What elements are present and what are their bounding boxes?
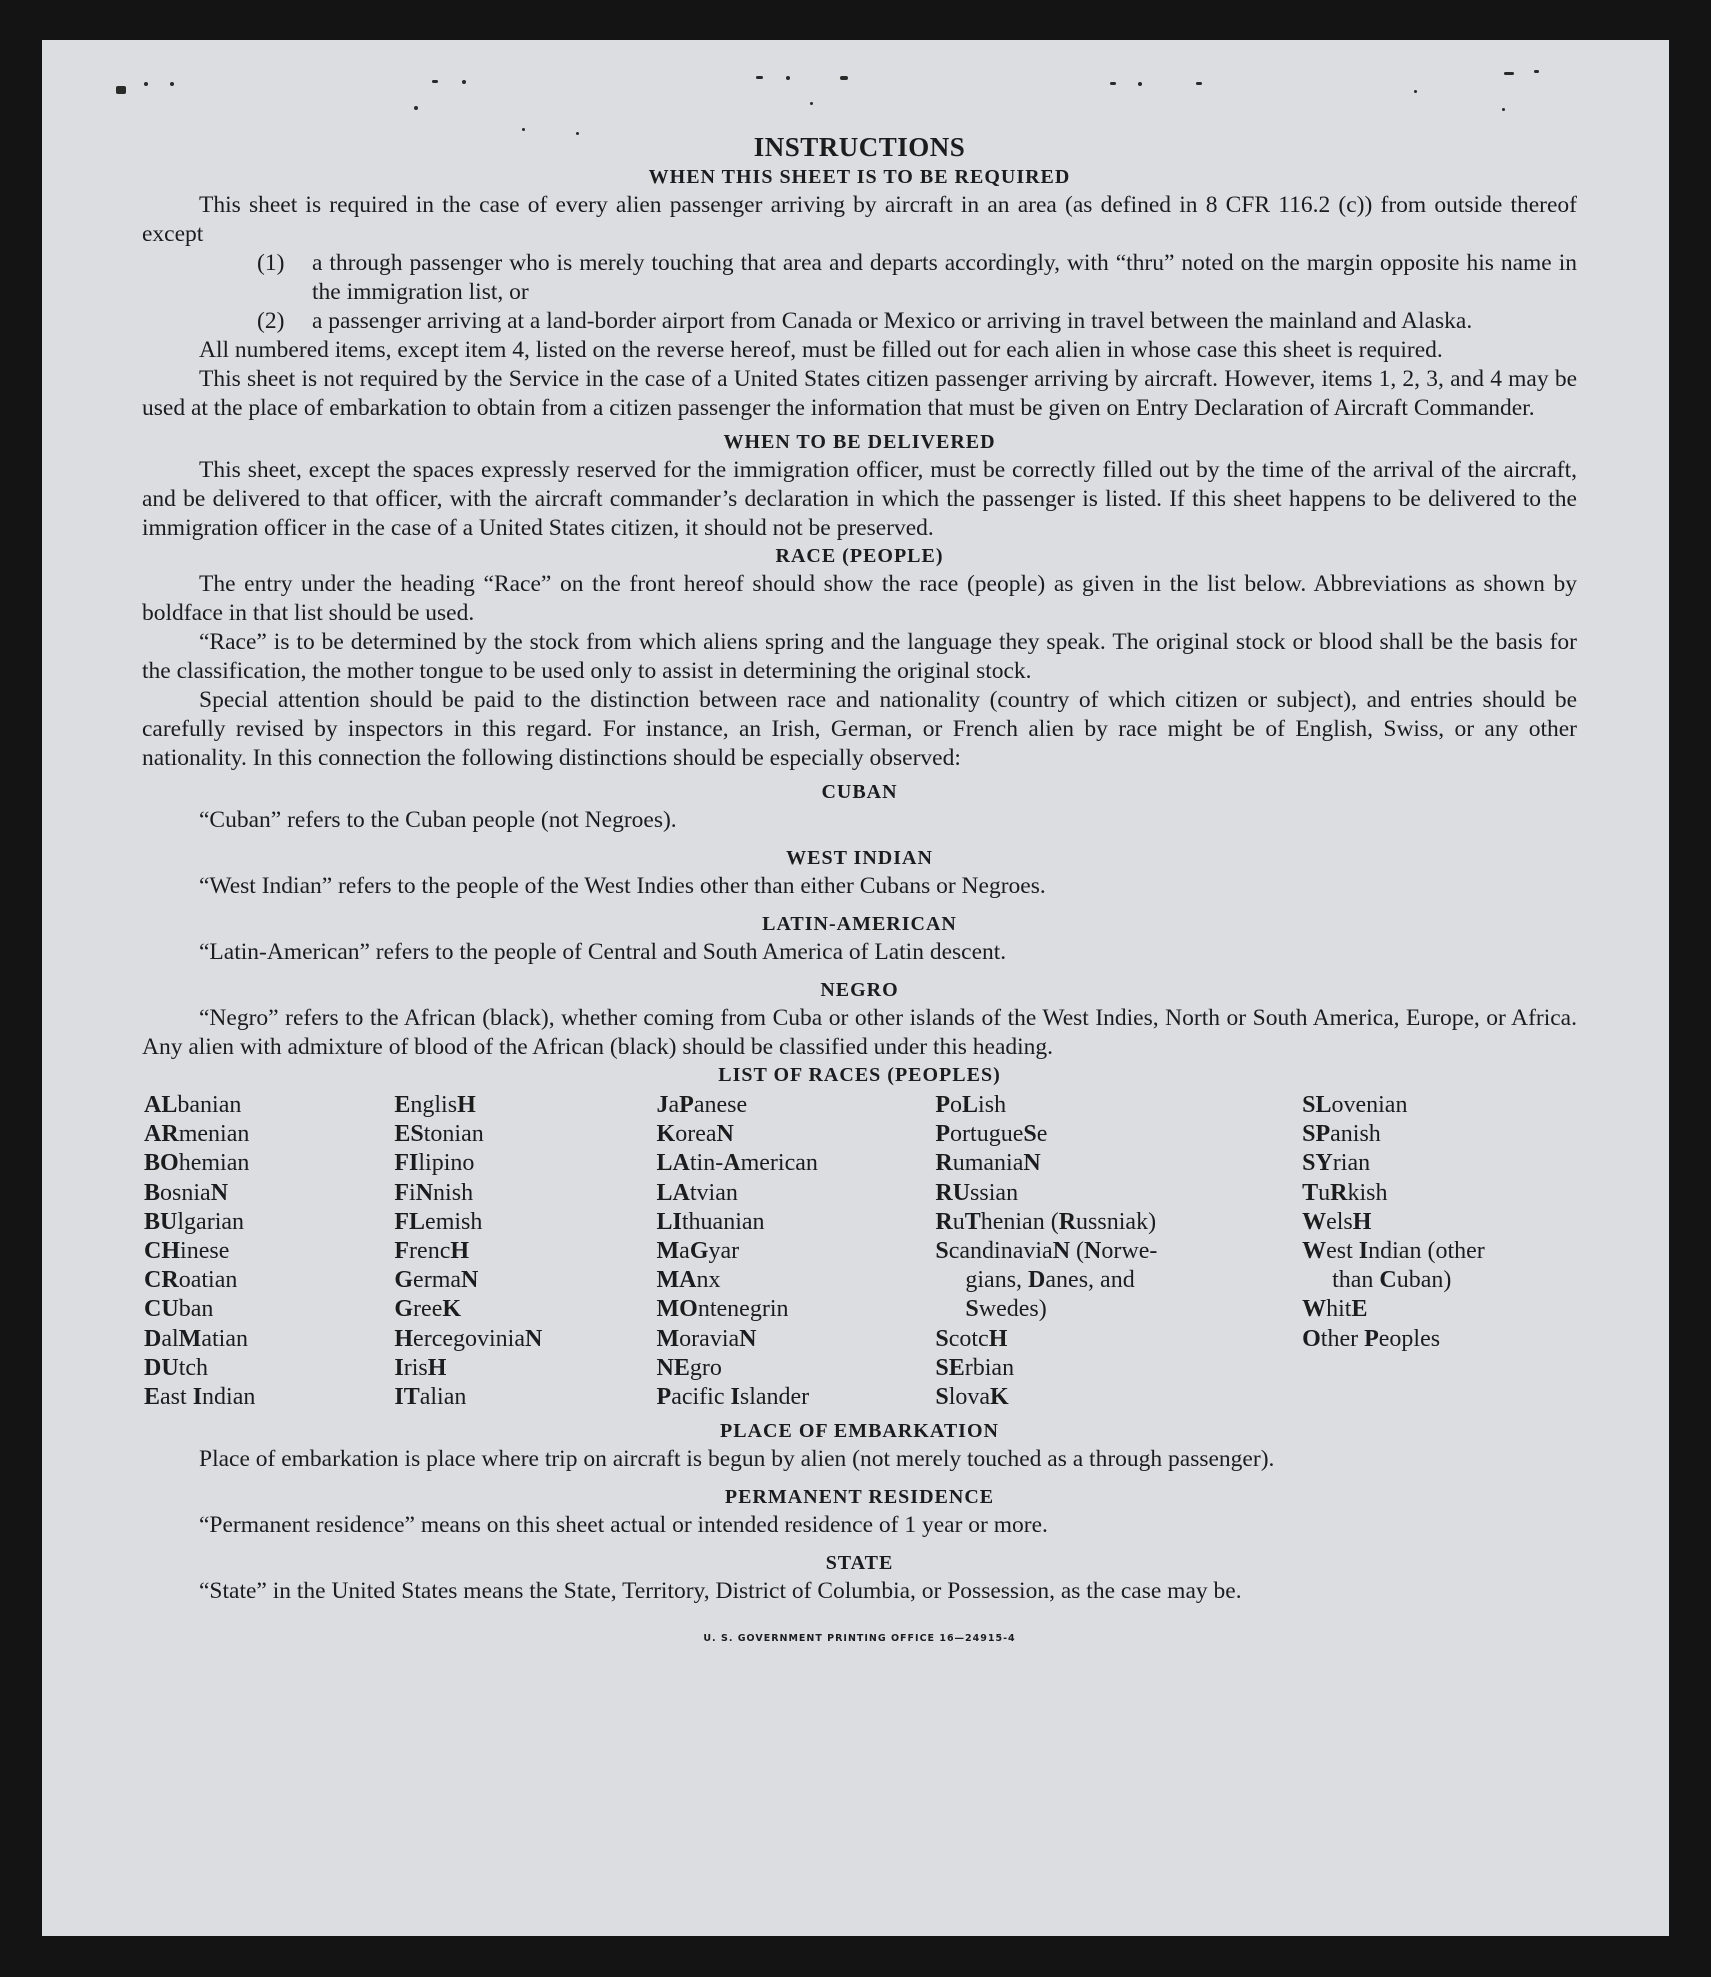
scan-speck: [1110, 82, 1116, 85]
paragraph: “Latin-American” refers to the people of Central and South America of Latin descent.: [199, 939, 1007, 965]
item-number: (1): [257, 250, 285, 276]
race-item: LAtvian: [656, 1179, 738, 1206]
race-item: GermaN: [394, 1267, 479, 1294]
race-item: MaGyar: [656, 1238, 740, 1265]
race-item: SYrian: [1302, 1150, 1371, 1177]
scan-speck: [786, 76, 790, 80]
paragraph: This sheet is required in the case of every alien passenger arriving by aircraft in an area (as defined in 8 CFR 116.2 (c)) from outside thereof except: [142, 192, 1577, 247]
race-list: [144, 1091, 1577, 1412]
race-item: FLemish: [394, 1208, 483, 1235]
race-item: DUtch: [144, 1354, 209, 1381]
race-item: ARmenian: [144, 1121, 250, 1148]
race-item: BUlgarian: [144, 1208, 245, 1235]
race-item: than Cuban): [1332, 1267, 1452, 1294]
paragraph: “Cuban” refers to the Cuban people (not Negroes).: [199, 807, 677, 833]
race-item: NEgro: [656, 1354, 722, 1381]
race-column: [657, 1091, 936, 1412]
scan-speck: [432, 80, 438, 83]
race-item: GreeK: [394, 1296, 462, 1323]
race-item: LIthuanian: [656, 1208, 765, 1235]
section-heading: LATIN-AMERICAN: [762, 913, 957, 935]
scan-speck: [756, 76, 763, 79]
race-item: Pacific Islander: [656, 1384, 810, 1411]
race-item: ITalian: [394, 1384, 467, 1411]
scan-speck: [462, 80, 466, 84]
race-item: KoreaN: [656, 1121, 734, 1148]
race-item: SErbian: [935, 1354, 1015, 1381]
section-heading: CUBAN: [821, 781, 898, 803]
paragraph: All numbered items, except item 4, listed on the reverse hereof, must be filled out for each alien in whose case this sheet is required.: [199, 337, 1443, 363]
section-heading: WEST INDIAN: [786, 847, 933, 869]
item-text: a passenger arriving at a land-border airport from Canada or Mexico or arriving in travel between the mainland and Alaska.: [312, 308, 1473, 334]
scan-speck: [1138, 82, 1142, 86]
race-item: HercegoviniaN: [394, 1325, 543, 1352]
instructions-content: [142, 130, 1577, 1653]
scan-speck: [1534, 70, 1539, 73]
race-item: Other Peoples: [1302, 1325, 1441, 1352]
section-heading: LIST OF RACES (PEOPLES): [718, 1064, 1001, 1086]
race-item: ALbanian: [144, 1092, 242, 1118]
race-item: MAnx: [656, 1267, 721, 1294]
race-column: [1302, 1091, 1577, 1412]
scan-speck: [1502, 108, 1505, 111]
race-item: SPanish: [1302, 1121, 1381, 1148]
race-item: BosniaN: [144, 1179, 229, 1206]
section-heading: WHEN THIS SHEET IS TO BE REQUIRED: [648, 166, 1071, 188]
section-heading: WHEN TO BE DELIVERED: [723, 431, 996, 453]
race-item: LAtin-American: [656, 1150, 818, 1177]
race-column: [394, 1091, 656, 1412]
scan-speck: [144, 82, 148, 86]
document-sheet: [42, 40, 1669, 1936]
race-item: CRoatian: [144, 1267, 238, 1294]
scan-speck: [414, 106, 418, 110]
race-item: JaPanese: [656, 1092, 748, 1118]
race-item: EnglisH: [394, 1092, 476, 1118]
paragraph: Special attention should be paid to the distinction between race and nationality (country of which citizen or subject), and entries should be carefully revised by inspectors in this regard. For instance, an Irish, German, or French alien by race might be of English, Swiss, or any other nationality. In this connection the following distinctions should be especially observed:: [142, 687, 1577, 771]
printer-imprint: U. S. GOVERNMENT PRINTING OFFICE 16—24915-4: [703, 1633, 1016, 1645]
section-heading: STATE: [825, 1552, 894, 1575]
section-heading: PLACE OF EMBARKATION: [720, 1420, 999, 1443]
race-item: East Indian: [144, 1384, 256, 1411]
race-item: IrisH: [394, 1354, 447, 1381]
race-column: [144, 1091, 394, 1412]
race-item: RuThenian (Russniak): [935, 1208, 1157, 1235]
page-title: INSTRUCTIONS: [753, 132, 966, 162]
list-item: [257, 249, 1577, 307]
race-item: West Indian (other: [1302, 1238, 1485, 1265]
race-item: FIlipino: [394, 1150, 475, 1177]
race-item: Swedes): [965, 1296, 1047, 1323]
race-item: PoLish: [935, 1092, 1007, 1118]
scan-speck: [1504, 72, 1514, 75]
race-item: DalMatian: [144, 1325, 248, 1352]
scan-speck: [840, 76, 848, 80]
race-item: RUssian: [935, 1179, 1019, 1206]
paragraph: “Negro” refers to the African (black), whether coming from Cuba or other islands of the West Indies, North or South America, Europe, or Africa. Any alien with admixture of blood of the African (black) should be classified under this heading.: [142, 1005, 1577, 1060]
paragraph: “State” in the United States means the State, Territory, District of Columbia, or Possession, as the case may be.: [199, 1578, 1242, 1605]
race-item: MoraviaN: [656, 1325, 757, 1352]
race-item: MOntenegrin: [656, 1296, 789, 1323]
race-item: SlovaK: [935, 1384, 1009, 1411]
race-item: ScandinaviaN (Norwe-: [935, 1238, 1158, 1265]
scan-speck: [1196, 82, 1202, 85]
paragraph: Place of embarkation is place where trip on aircraft is begun by alien (not merely touched as a through passenger).: [199, 1446, 1275, 1473]
race-item: BOhemian: [144, 1150, 250, 1177]
paragraph: This sheet is not required by the Service in the case of a United States citizen passenger arriving by aircraft. However, items 1, 2, 3, and 4 may be used at the place of embarkation to obtain from a citizen passenger the information that must be given on Entry Declaration of Aircraft Commander.: [142, 366, 1577, 421]
race-item: FiNnish: [394, 1179, 474, 1206]
race-item: FrencH: [394, 1238, 470, 1265]
paragraph: “Permanent residence” means on this sheet actual or intended residence of 1 year or more.: [199, 1512, 1048, 1539]
race-item: TuRkish: [1302, 1179, 1388, 1206]
race-item: SLovenian: [1302, 1092, 1408, 1118]
race-column: [935, 1091, 1220, 1412]
race-item: PortugueSe: [935, 1121, 1048, 1148]
race-item: CUban: [144, 1296, 214, 1323]
race-item: WhitE: [1302, 1296, 1368, 1323]
item-text: a through passenger who is merely touching that area and departs accordingly, with “thru” noted on the margin opposite his name in the immigration list, or: [312, 250, 1577, 305]
race-item: RumaniaN: [935, 1150, 1041, 1177]
section-heading: PERMANENT RESIDENCE: [724, 1486, 995, 1509]
scan-speck: [810, 102, 813, 105]
scan-speck: [170, 82, 174, 86]
list-item: [257, 307, 1577, 336]
section-heading: RACE (PEOPLE): [775, 545, 944, 567]
race-item: WelsH: [1302, 1208, 1372, 1235]
item-number: (2): [257, 308, 285, 334]
race-item: EStonian: [394, 1121, 484, 1148]
race-item: CHinese: [144, 1238, 230, 1265]
scan-speck: [116, 86, 126, 94]
paragraph: “West Indian” refers to the people of the West Indies other than either Cubans or Negroes.: [199, 873, 1046, 899]
scan-speck: [1414, 90, 1417, 93]
paragraph: “Race” is to be determined by the stock from which aliens spring and the language they speak. The original stock or blood shall be the basis for the classification, the mother tongue to be used only to assist in determining the original stock.: [142, 629, 1577, 684]
paragraph: This sheet, except the spaces expressly reserved for the immigration officer, must be correctly filled out by the time of the arrival of the aircraft, and be delivered to that officer, with the aircraft commander’s declaration in which the passenger is listed. If this sheet happens to be delivered to the immigration officer in the case of a United States citizen, it should not be preserved.: [142, 457, 1577, 541]
race-item: ScotcH: [935, 1325, 1008, 1352]
race-item: gians, Danes, and: [965, 1267, 1135, 1294]
paragraph: The entry under the heading “Race” on the front hereof should show the race (people) as given in the list below. Abbreviations as shown by boldface in that list should be used.: [142, 571, 1577, 626]
section-heading: NEGRO: [820, 979, 899, 1001]
